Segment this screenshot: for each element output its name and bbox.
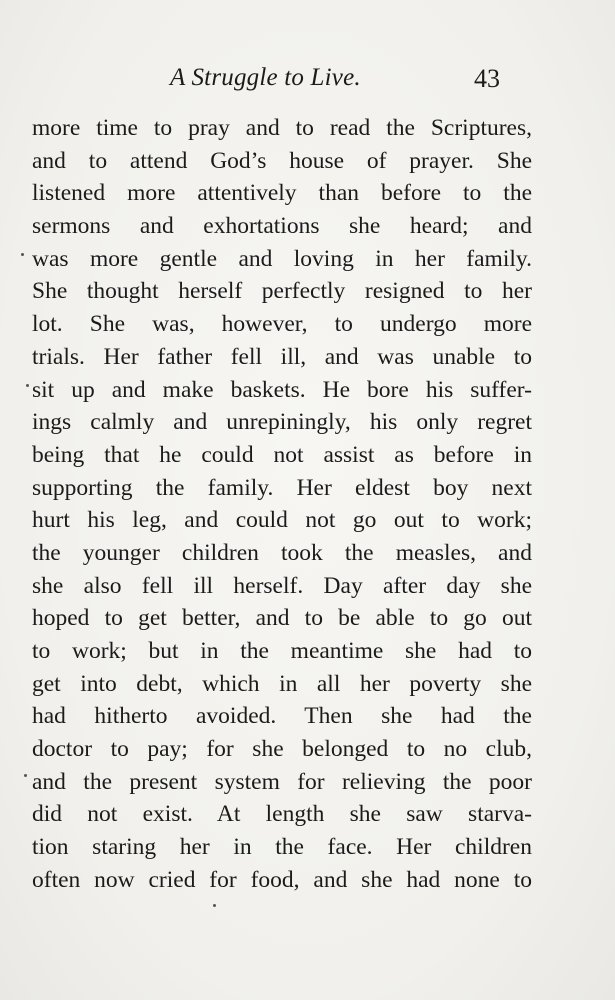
text-line: hoped to get better, and to be able to go out bbox=[32, 605, 532, 632]
text-line: she also fell ill herself. Day after day she bbox=[32, 572, 532, 599]
text-line: sermons and exhortations she heard; and bbox=[32, 213, 532, 240]
text-line: being that he could not assist as before in bbox=[32, 441, 532, 468]
text-line: She thought herself perfectly resigned to her bbox=[32, 278, 532, 305]
text-line: hurt his leg, and could not go out to work; bbox=[32, 507, 532, 534]
text-line: trials. Her father fell ill, and was unable to bbox=[32, 343, 532, 370]
page-number: 43 bbox=[474, 64, 500, 93]
text-line: and the present system for relieving the poor bbox=[32, 768, 532, 795]
text-line: was more gentle and loving in her family. bbox=[32, 245, 532, 272]
page-header bbox=[0, 64, 615, 104]
text-line: often now cried for food, and she had none to bbox=[32, 866, 532, 893]
print-speck bbox=[21, 253, 24, 256]
text-line: lot. She was, however, to undergo more bbox=[32, 311, 532, 338]
print-speck bbox=[24, 774, 27, 777]
text-line: to work; but in the meantime she had to bbox=[32, 638, 532, 664]
text-line: tion staring her in the face. Her children bbox=[32, 834, 532, 861]
print-speck bbox=[213, 904, 216, 907]
text-line: doctor to pay; for she belonged to no club, bbox=[32, 736, 532, 763]
text-line: did not exist. At length she saw starva- bbox=[32, 801, 532, 828]
text-line: supporting the family. Her eldest boy next bbox=[32, 474, 532, 501]
text-line: and to attend God’s house of prayer. She bbox=[32, 147, 532, 174]
body-text bbox=[32, 112, 532, 897]
text-line: ings calmly and unrepiningly, his only regret bbox=[32, 409, 532, 436]
running-title: A Struggle to Live. bbox=[170, 64, 361, 91]
text-line: had hitherto avoided. Then she had the bbox=[32, 703, 532, 730]
text-line: the younger children took the measles, and bbox=[32, 539, 532, 566]
text-line: get into debt, which in all her poverty she bbox=[32, 670, 532, 697]
text-line: listened more attentively than before to the bbox=[32, 180, 532, 207]
text-line: more time to pray and to read the Scriptures, bbox=[32, 115, 532, 141]
print-speck bbox=[26, 384, 29, 387]
text-line: sit up and make baskets. He bore his suffer- bbox=[32, 376, 532, 403]
